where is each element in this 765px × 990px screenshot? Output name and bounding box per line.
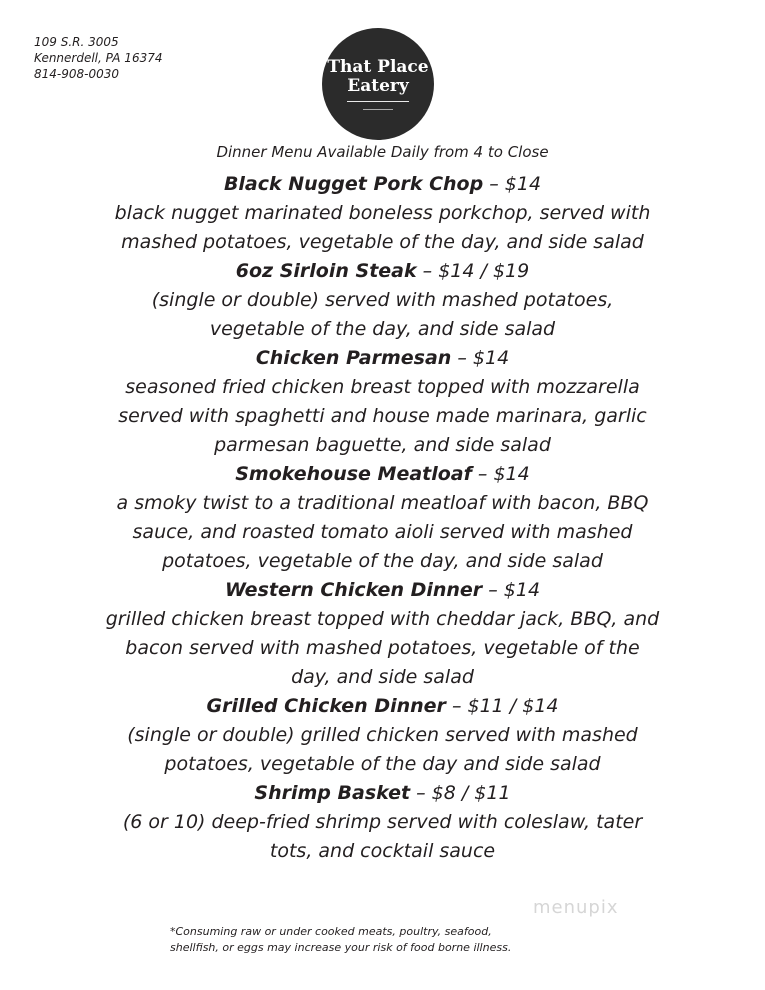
description-line: vegetable of the day, and side salad [209,318,556,340]
menu-item-name: Black Nugget Pork Chop [223,173,484,195]
food-safety-disclaimer [170,924,511,956]
menu-item-description [40,199,725,257]
menu-item [40,170,725,257]
watermark: menupix [533,897,619,918]
disclaimer-line: *Consuming raw or under cooked meats, poultry, seafood, [170,925,492,938]
logo-line-1: That Place [327,57,429,77]
menu-item-description [40,808,725,866]
menu-item-title [40,344,725,373]
logo-est-mark [363,105,393,110]
menu-item-price: – $14 [471,463,530,485]
menu-item [40,576,725,692]
menu-item-name: Western Chicken Dinner [224,579,483,601]
description-line: (6 or 10) deep-fried shrimp served with coleslaw, tater [122,811,643,833]
menu-item-title [40,779,725,808]
dinner-menu [40,170,725,866]
menu-item-name: Smokehouse Meatloaf [235,463,472,485]
menu-item-price: – $8 / $11 [410,782,511,804]
menu-item-price: – $11 / $14 [445,695,559,717]
phone-number: 814-908-0030 [34,67,120,81]
description-line: (single or double) grilled chicken served with mashed [127,724,638,746]
disclaimer-line: shellfish, or eggs may increase your risk of food borne illness. [170,941,512,954]
menu-item-name: 6oz Sirloin Steak [235,260,417,282]
menu-item [40,344,725,460]
description-line: black nugget marinated boneless porkchop, served with [114,202,651,224]
restaurant-logo [322,28,434,140]
menu-item [40,460,725,576]
city-state-zip: Kennerdell, PA 16374 [34,51,163,65]
menu-item-description [40,489,725,576]
menu-item-description [40,286,725,344]
menu-item-title [40,460,725,489]
menu-item [40,692,725,779]
description-line: seasoned fried chicken breast topped with mozzarella [125,376,640,398]
menu-item-price: – $14 [451,347,510,369]
description-line: day, and side salad [291,666,474,688]
description-line: bacon served with mashed potatoes, vegetable of the [125,637,640,659]
menu-item-description [40,373,725,460]
menu-item-title [40,170,725,199]
description-line: served with spaghetti and house made marinara, garlic [118,405,647,427]
restaurant-address [34,34,162,82]
description-line: parmesan baguette, and side salad [214,434,551,456]
menu-item-name: Chicken Parmesan [255,347,452,369]
description-line: a smoky twist to a traditional meatloaf with bacon, BBQ [116,492,649,514]
menu-item-title [40,257,725,286]
description-line: grilled chicken breast topped with cheddar jack, BBQ, and [105,608,660,630]
logo-divider [347,101,409,102]
description-line: sauce, and roasted tomato aioli served with mashed [132,521,633,543]
menu-item-description [40,605,725,692]
street-address: 109 S.R. 3005 [34,35,119,49]
menu-item-title [40,576,725,605]
menu-item [40,257,725,344]
menu-subtitle: Dinner Menu Available Daily from 4 to Close [216,143,549,161]
description-line: (single or double) served with mashed potatoes, [151,289,614,311]
menu-item-price: – $14 [483,173,542,195]
menu-item-title [40,692,725,721]
description-line: potatoes, vegetable of the day, and side salad [162,550,603,572]
menu-item-name: Grilled Chicken Dinner [206,695,446,717]
description-line: mashed potatoes, vegetable of the day, and side salad [121,231,644,253]
logo-line-2: Eatery [347,76,409,96]
description-line: tots, and cocktail sauce [269,840,496,862]
menu-item-price: – $14 / $19 [416,260,530,282]
menu-item [40,779,725,866]
menu-item-name: Shrimp Basket [254,782,411,804]
menu-item-price: – $14 [482,579,541,601]
description-line: potatoes, vegetable of the day and side salad [164,753,601,775]
menu-item-description [40,721,725,779]
